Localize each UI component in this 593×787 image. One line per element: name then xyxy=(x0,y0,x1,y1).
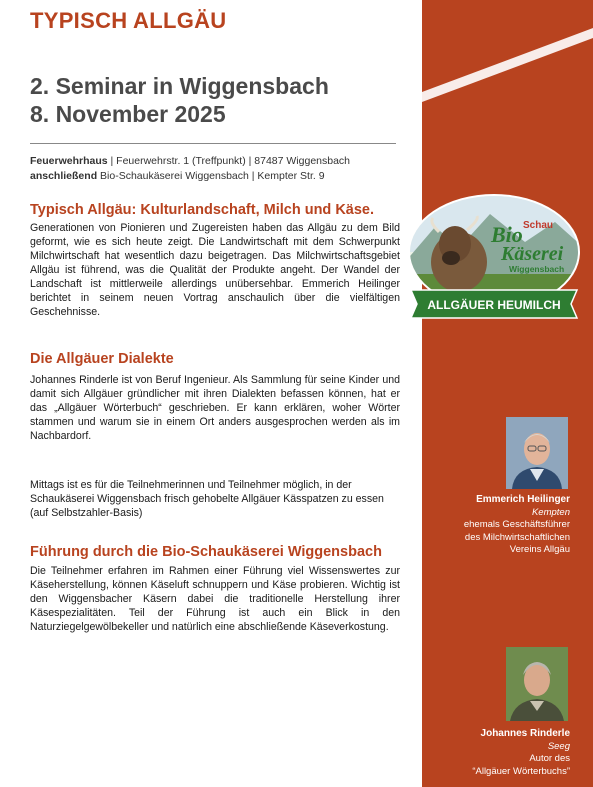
section-text-fuehrung: Die Teilnehmer erfahren im Rahmen einer Führung viel Wissenswertes zur Käseherstellung, können Käseluft schnuppern und Käse probieren. Wichtig ist den Wiggensbacher Käsern dabei die traditionelle Herstellung ihrer Käsespezialitäten. Teil der Führung ist auch ein Blick in den Naturziegelgewölbekeller und natürlich eine abschließende Käseverkostung. xyxy=(30,565,400,633)
section-heading-dialekte: Die Allgäuer Dialekte xyxy=(30,351,174,367)
speaker-photo-heilinger xyxy=(506,417,568,489)
section-text-kulturlandschaft: Generationen von Pionieren und Zugereisten haben das Allgäu zu dem Bild geformt, wie es sich heute zeigt. Die Landwirtschaft mit dem Schwerpunkt Milchwirtschaft hat wesentlich dazu beigetragen. Das Milchwirtschaftsgebiet Allgäu ist führend, was die Qualität der Produkte angeht. Der Wandel der Landschaft ist mittlerweile allerdings unübersehbar. Emmerich Heilinger berichtet in seinem neuen Vortrag anschaulich über die vielfältigen Geschehnisse. xyxy=(30,222,400,318)
logo-banner-text: ALLGÄUER HEUMILCH xyxy=(427,298,561,312)
seminar-date: 8. November 2025 xyxy=(30,101,226,127)
address-then-details: Bio-Schaukäserei Wiggensbach | Kempter Str. 9 xyxy=(97,170,325,182)
speaker-photo-rinderle xyxy=(506,647,568,721)
lunch-note: Mittags ist es für die Teilnehmerinnen und Teilnehmer möglich, in der Schaukäserei Wiggensbach frisch gehobelte Allgäuer Kässpatzen zu essen (auf Selbstzahler-Basis) xyxy=(30,479,384,519)
logo-word-kaeserei: Käserei xyxy=(501,243,564,265)
speaker-role: Vereins Allgäu xyxy=(509,544,570,555)
address-venue-details: | Feuerwehrstr. 1 (Treffpunkt) | 87487 Wiggensbach xyxy=(107,155,351,167)
speaker-name: Emmerich Heilinger xyxy=(476,494,570,505)
speaker-role: des Milchwirtschaftlichen xyxy=(464,531,570,543)
speaker-info-rinderle xyxy=(430,728,570,778)
section-heading-fuehrung: Führung durch die Bio-Schaukäserei Wiggensbach xyxy=(30,544,382,560)
speaker-name: Johannes Rinderle xyxy=(480,728,570,739)
logo-word-schau: Schau xyxy=(523,220,554,231)
speaker-role: “Allgäuer Wörterbuchs” xyxy=(472,765,570,777)
logo-word-bio: Bio xyxy=(491,222,523,247)
page-title: TYPISCH ALLGÄU xyxy=(30,8,227,33)
seminar-heading xyxy=(30,72,329,128)
speaker-place: Seeg xyxy=(547,740,570,752)
section-text-dialekte: Johannes Rinderle ist von Beruf Ingenieur. Als Sammlung für seine Kinder und damit sich Allgäuer gründlicher mit ihren Dialekten befassen können, hat er das „Allgäuer Wörterbuch“ geschrieben. Er kann erklären, woher Wörter stammen und warum sie in einem Ort anders ausgesprochen werden als im Nachbardorf. xyxy=(30,374,400,442)
address-line-1 xyxy=(30,155,350,167)
speaker-place: Kempten xyxy=(531,506,570,518)
section-heading-kulturlandschaft: Typisch Allgäu: Kulturlandschaft, Milch und Käse. xyxy=(30,202,375,218)
logo-word-wiggensbach: Wiggensbach xyxy=(509,264,565,274)
speaker-role: Autor des xyxy=(529,753,570,764)
address-then: anschließend xyxy=(30,170,98,182)
sidebar-stripe xyxy=(422,0,593,220)
divider xyxy=(30,143,396,144)
seminar-title: 2. Seminar in Wiggensbach xyxy=(30,73,329,99)
speaker-info-heilinger xyxy=(430,494,570,557)
address-venue: Feuerwehrhaus xyxy=(30,155,108,167)
bio-schaukaeserei-logo xyxy=(405,192,583,322)
address-line-2 xyxy=(30,170,325,182)
speaker-role: ehemals Geschäftsführer xyxy=(463,519,570,530)
